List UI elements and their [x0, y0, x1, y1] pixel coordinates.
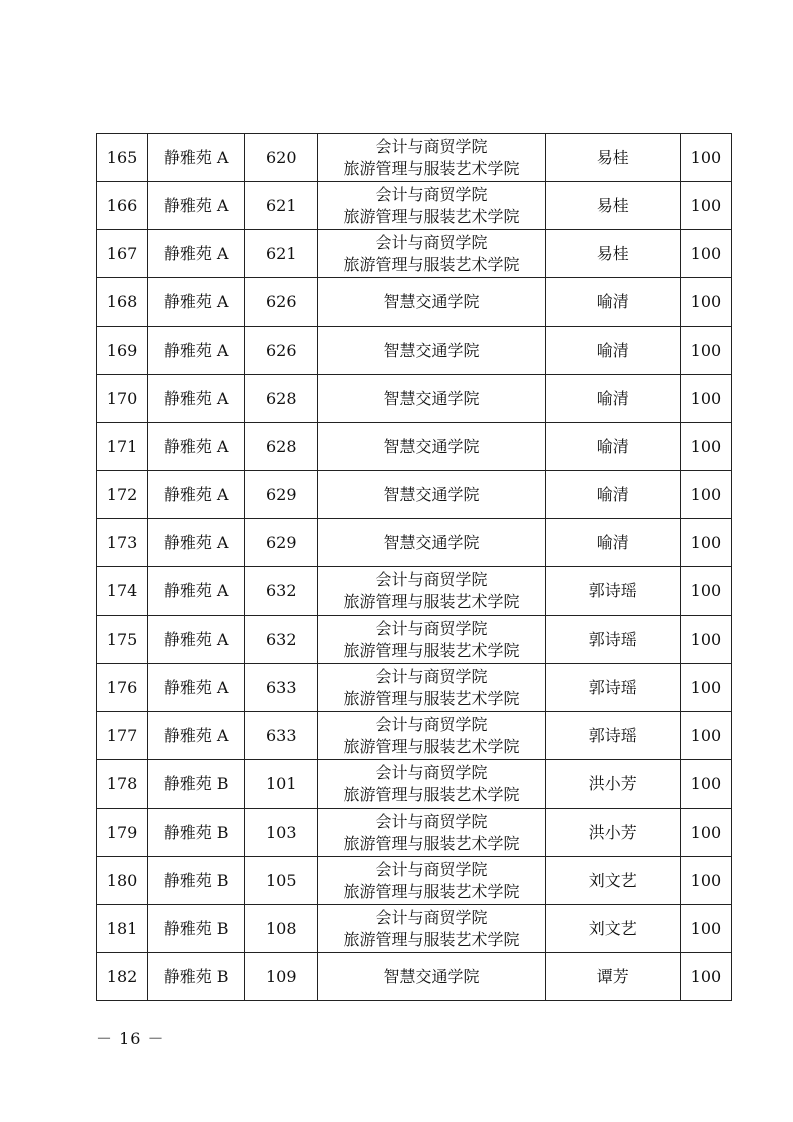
cell-person-in-charge: 洪小芳 [545, 760, 680, 809]
college-name: 旅游管理与服装艺术学院 [343, 833, 520, 853]
page-number: － 16 － [96, 1029, 165, 1048]
table-row [97, 471, 732, 519]
table-row [97, 375, 732, 423]
dormitory-inspection-table [96, 133, 732, 1001]
college-name: 会计与商贸学院 [375, 232, 488, 252]
cell-person-in-charge: 郭诗瑶 [545, 616, 680, 664]
cell-room: 629 [245, 471, 318, 519]
cell-score: 100 [680, 471, 731, 519]
cell-score: 100 [680, 905, 731, 953]
cell-score: 100 [680, 953, 731, 1001]
cell-number: 173 [97, 519, 148, 567]
cell-score: 100 [680, 230, 731, 278]
cell-room: 632 [245, 616, 318, 664]
cell-college [318, 134, 545, 182]
college-name: 会计与商贸学院 [375, 570, 488, 589]
college-name: 会计与商贸学院 [375, 859, 488, 879]
cell-person-in-charge: 喻清 [545, 375, 680, 423]
table-row [97, 664, 732, 712]
cell-college [318, 664, 545, 712]
college-name: 智慧交通学院 [383, 388, 480, 408]
cell-person-in-charge: 刘文艺 [545, 857, 680, 905]
table-row [97, 712, 732, 760]
cell-room: 628 [245, 375, 318, 423]
cell-number: 176 [97, 664, 148, 712]
cell-person-in-charge: 喻清 [545, 278, 680, 327]
cell-college [318, 905, 545, 953]
table-row [97, 616, 732, 664]
cell-score: 100 [680, 664, 731, 712]
table-row [97, 905, 732, 953]
cell-number: 182 [97, 953, 148, 1001]
cell-score: 100 [680, 182, 731, 230]
cell-score: 100 [680, 760, 731, 809]
cell-building: 静雅苑 B [148, 809, 245, 857]
cell-room: 626 [245, 327, 318, 375]
cell-building: 静雅苑 B [148, 760, 245, 809]
cell-college [318, 616, 545, 664]
cell-number: 166 [97, 182, 148, 230]
cell-person-in-charge: 喻清 [545, 423, 680, 471]
college-name: 旅游管理与服装艺术学院 [343, 736, 520, 756]
college-name: 会计与商贸学院 [375, 666, 488, 686]
cell-room: 620 [245, 134, 318, 182]
college-name: 旅游管理与服装艺术学院 [343, 640, 520, 660]
cell-college [318, 519, 545, 567]
cell-number: 178 [97, 760, 148, 809]
cell-number: 175 [97, 616, 148, 664]
table-row [97, 423, 732, 471]
cell-building: 静雅苑 A [148, 519, 245, 567]
college-name: 会计与商贸学院 [375, 907, 488, 927]
cell-number: 174 [97, 567, 148, 616]
table-row [97, 809, 732, 857]
cell-building: 静雅苑 A [148, 230, 245, 278]
cell-person-in-charge: 喻清 [545, 327, 680, 375]
table-row [97, 519, 732, 567]
cell-score: 100 [680, 519, 731, 567]
cell-building: 静雅苑 A [148, 278, 245, 327]
college-name: 会计与商贸学院 [375, 618, 488, 638]
cell-score: 100 [680, 616, 731, 664]
cell-person-in-charge: 洪小芳 [545, 809, 680, 857]
cell-person-in-charge: 易桂 [545, 182, 680, 230]
college-name: 会计与商贸学院 [375, 811, 488, 831]
college-name: 智慧交通学院 [383, 436, 480, 456]
cell-person-in-charge: 易桂 [545, 230, 680, 278]
cell-score: 100 [680, 712, 731, 760]
cell-person-in-charge: 谭芳 [545, 953, 680, 1001]
cell-number: 177 [97, 712, 148, 760]
cell-building: 静雅苑 A [148, 134, 245, 182]
cell-number: 170 [97, 375, 148, 423]
cell-room: 629 [245, 519, 318, 567]
table-row [97, 953, 732, 1001]
cell-person-in-charge: 易桂 [545, 134, 680, 182]
cell-building: 静雅苑 A [148, 327, 245, 375]
table-row [97, 182, 732, 230]
college-name: 智慧交通学院 [383, 532, 480, 552]
table-row [97, 857, 732, 905]
table-row [97, 278, 732, 327]
cell-building: 静雅苑 A [148, 712, 245, 760]
college-name: 智慧交通学院 [383, 966, 480, 986]
cell-person-in-charge: 郭诗瑶 [545, 567, 680, 616]
cell-person-in-charge: 郭诗瑶 [545, 712, 680, 760]
college-name: 旅游管理与服装艺术学院 [343, 254, 520, 274]
table-row [97, 327, 732, 375]
cell-person-in-charge: 喻清 [545, 519, 680, 567]
cell-number: 165 [97, 134, 148, 182]
cell-number: 171 [97, 423, 148, 471]
cell-college [318, 567, 545, 616]
cell-college [318, 375, 545, 423]
cell-college [318, 423, 545, 471]
college-name: 会计与商贸学院 [375, 136, 488, 156]
cell-college [318, 471, 545, 519]
college-name: 旅游管理与服装艺术学院 [343, 592, 520, 611]
cell-room: 101 [245, 760, 318, 809]
cell-score: 100 [680, 857, 731, 905]
cell-building: 静雅苑 A [148, 471, 245, 519]
cell-number: 168 [97, 278, 148, 327]
college-name: 旅游管理与服装艺术学院 [343, 929, 520, 949]
cell-room: 633 [245, 712, 318, 760]
cell-score: 100 [680, 134, 731, 182]
cell-person-in-charge: 郭诗瑶 [545, 664, 680, 712]
college-name: 旅游管理与服装艺术学院 [343, 206, 520, 226]
cell-score: 100 [680, 327, 731, 375]
cell-room: 628 [245, 423, 318, 471]
cell-college [318, 230, 545, 278]
cell-number: 167 [97, 230, 148, 278]
cell-building: 静雅苑 A [148, 182, 245, 230]
cell-score: 100 [680, 423, 731, 471]
cell-room: 626 [245, 278, 318, 327]
cell-score: 100 [680, 567, 731, 616]
cell-score: 100 [680, 375, 731, 423]
college-name: 会计与商贸学院 [375, 714, 488, 734]
college-name: 旅游管理与服装艺术学院 [343, 785, 520, 804]
college-name: 会计与商贸学院 [375, 184, 488, 204]
cell-college [318, 857, 545, 905]
college-name: 智慧交通学院 [383, 292, 480, 311]
cell-college [318, 760, 545, 809]
college-name: 旅游管理与服装艺术学院 [343, 158, 520, 178]
cell-building: 静雅苑 B [148, 857, 245, 905]
cell-number: 181 [97, 905, 148, 953]
table-row [97, 134, 732, 182]
table-row [97, 567, 732, 616]
cell-room: 105 [245, 857, 318, 905]
cell-number: 179 [97, 809, 148, 857]
cell-number: 180 [97, 857, 148, 905]
cell-room: 103 [245, 809, 318, 857]
cell-college [318, 327, 545, 375]
cell-building: 静雅苑 B [148, 905, 245, 953]
cell-building: 静雅苑 B [148, 953, 245, 1001]
cell-room: 109 [245, 953, 318, 1001]
table-row [97, 230, 732, 278]
cell-person-in-charge: 喻清 [545, 471, 680, 519]
college-name: 旅游管理与服装艺术学院 [343, 688, 520, 708]
cell-person-in-charge: 刘文艺 [545, 905, 680, 953]
cell-college [318, 278, 545, 327]
college-name: 旅游管理与服装艺术学院 [343, 881, 520, 901]
cell-number: 172 [97, 471, 148, 519]
cell-building: 静雅苑 A [148, 375, 245, 423]
cell-building: 静雅苑 A [148, 423, 245, 471]
cell-room: 621 [245, 182, 318, 230]
cell-room: 621 [245, 230, 318, 278]
cell-college [318, 712, 545, 760]
cell-room: 633 [245, 664, 318, 712]
college-name: 会计与商贸学院 [375, 763, 488, 782]
college-name: 智慧交通学院 [383, 340, 480, 360]
cell-college [318, 182, 545, 230]
cell-building: 静雅苑 A [148, 616, 245, 664]
cell-building: 静雅苑 A [148, 567, 245, 616]
cell-building: 静雅苑 A [148, 664, 245, 712]
cell-score: 100 [680, 809, 731, 857]
cell-score: 100 [680, 278, 731, 327]
cell-number: 169 [97, 327, 148, 375]
college-name: 智慧交通学院 [383, 484, 480, 504]
table-body [97, 134, 732, 1001]
cell-college [318, 953, 545, 1001]
cell-room: 632 [245, 567, 318, 616]
cell-room: 108 [245, 905, 318, 953]
cell-college [318, 809, 545, 857]
table-row [97, 760, 732, 809]
